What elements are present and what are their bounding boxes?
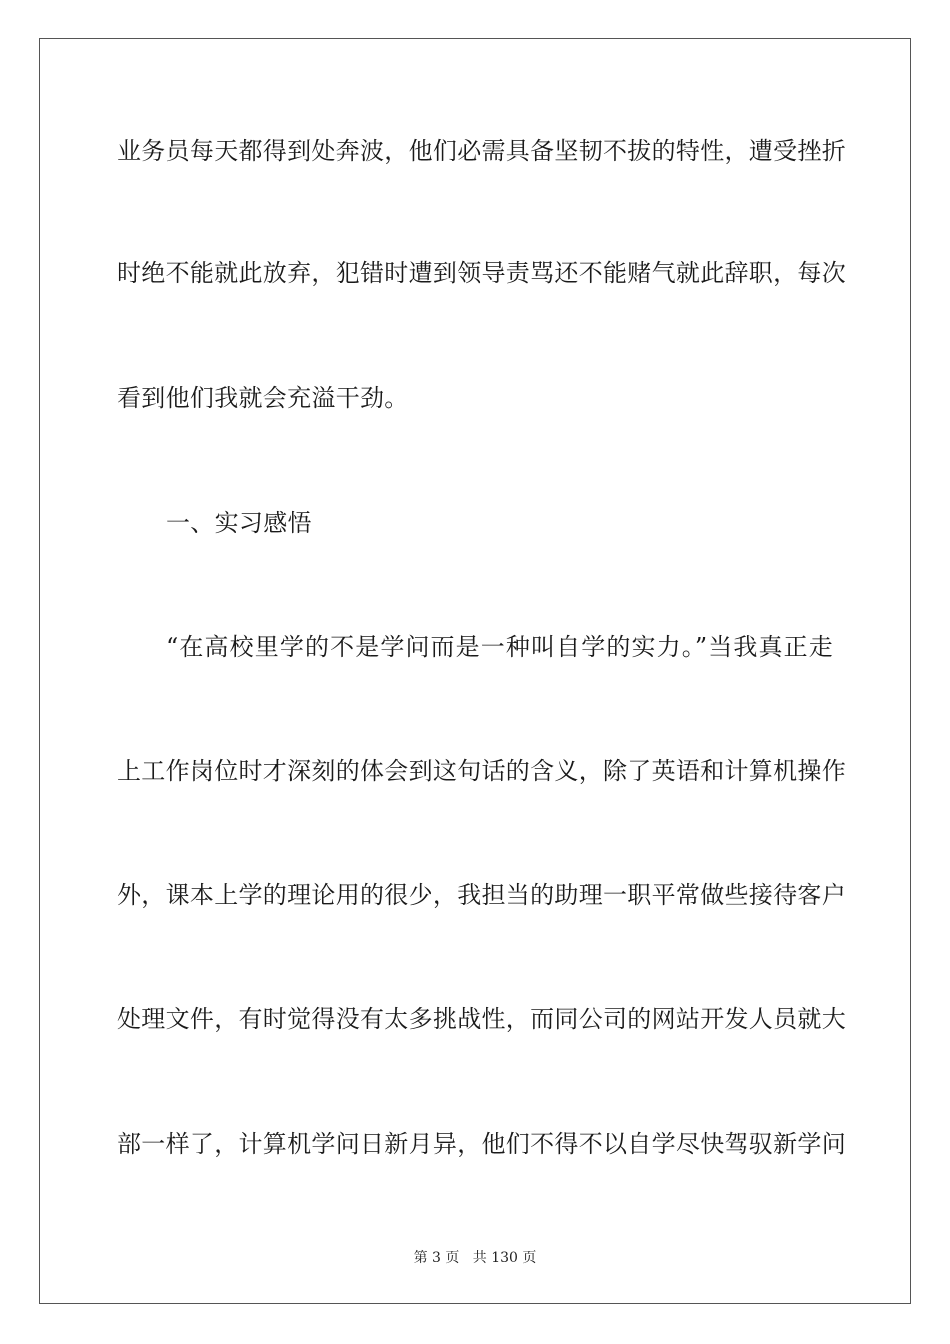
body-line-7: 外，课本上学的理论用的很少，我担当的助理一职平常做些接待客户 <box>117 881 846 909</box>
body-line-8: 处理文件，有时觉得没有太多挑战性，而同公司的网站开发人员就大 <box>117 1005 846 1033</box>
section-heading: 一、实习感悟 <box>166 509 312 537</box>
body-line-9: 部一样了，计算机学问日新月异，他们不得不以自学尽快驾驭新学问 <box>117 1130 846 1158</box>
page-border <box>39 38 911 1304</box>
body-line-5: “在高校里学的不是学问而是一种叫自学的实力。”当我真正走 <box>166 633 833 661</box>
page-footer <box>0 1248 950 1268</box>
body-line-2: 时绝不能就此放弃，犯错时遭到领导责骂还不能赌气就此辞职，每次 <box>117 259 846 287</box>
total-pages: 共 130 页 <box>472 1250 537 1266</box>
body-line-3: 看到他们我就会充溢干劲。 <box>117 384 409 412</box>
body-line-1: 业务员每天都得到处奔波，他们必需具备坚韧不拔的特性，遭受挫折 <box>117 137 846 165</box>
body-line-6: 上工作岗位时才深刻的体会到这句话的含义，除了英语和计算机操作 <box>117 757 846 785</box>
page-number: 第 3 页 <box>413 1250 460 1266</box>
